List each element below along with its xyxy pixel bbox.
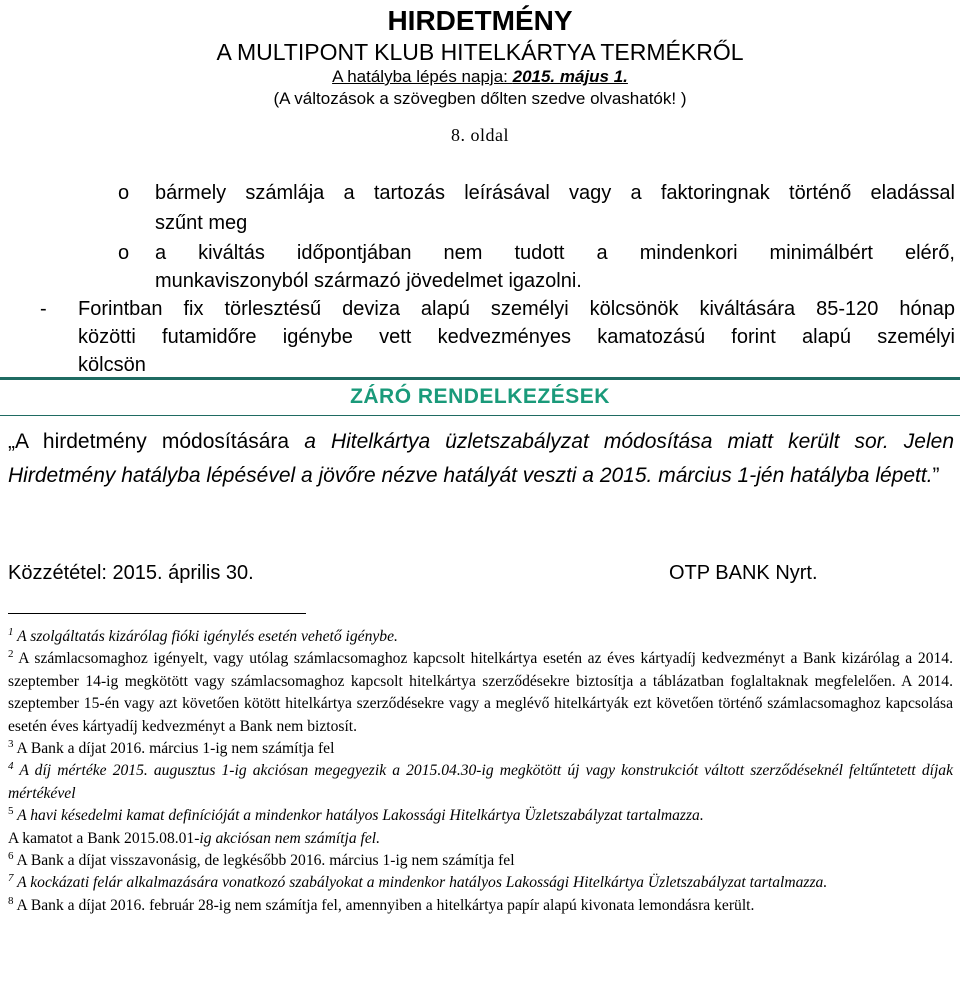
footnote-text: A Bank a díjat visszavonásig, de legkésőbb 2016. március 1-ig nem számítja fel xyxy=(13,852,515,870)
footnote-number: 6 xyxy=(8,849,14,862)
bank-name: OTP BANK Nyrt. xyxy=(669,562,818,584)
footnote-8 xyxy=(8,895,953,917)
publication-date: Közzététel: 2015. április 30. xyxy=(8,562,254,584)
footnote-text: A kockázati felár alkalmazására vonatkozó szabályokat a mindenkor hatályos Lakossági Hitelkártya Üzletszabályzat tartalmazza. xyxy=(13,874,828,892)
footnote-text: A kamatot a Bank 2015.08.01 xyxy=(8,829,195,847)
footnote-number: 7 xyxy=(8,872,14,885)
list-item-text: Forintban fix törlesztésű deviza alapú személyi kölcsönök kiváltására 85-120 hónap xyxy=(78,298,955,320)
footnote-number: 4 xyxy=(8,760,14,773)
document-title: HIRDETMÉNY xyxy=(387,5,573,36)
list-item-text: bármely számlája a tartozás leírásával vagy a faktoringnak történő eladással xyxy=(155,182,955,204)
closing-text-italic: a Hitelkártya üzletszabályzat módosítása miatt került sor. Jelen Hirdetmény hatályba lépésével a jövőre nézve hatályát veszti a 2015. március 1-jén hatályba lépett. xyxy=(8,430,955,487)
footnote-text: -ig akciósan nem számítja fel. xyxy=(194,829,381,847)
document-header xyxy=(0,0,960,146)
footnote-number: 5 xyxy=(8,805,14,818)
list-bullet: o xyxy=(118,242,130,264)
footnote-number: 8 xyxy=(8,894,14,907)
changes-note: (A változások a szövegben dőlten szedve olvashatók! ) xyxy=(273,89,687,108)
footnote-4 xyxy=(8,760,953,805)
list-item-text: szűnt meg xyxy=(155,212,248,234)
effective-date-label: A hatályba lépés napja: xyxy=(332,67,513,86)
closing-text-normal: „A hirdetmény módosítására xyxy=(8,430,305,453)
footnote-1 xyxy=(8,626,953,648)
section-divider xyxy=(0,377,960,380)
effective-date-value: 2015. május 1. xyxy=(512,67,628,86)
footnote-text: A Bank a díjat 2016. február 28-ig nem számítja fel, amennyiben a hitelkártya papír alapú kivonata lemondásra került. xyxy=(13,896,755,914)
footnotes xyxy=(8,626,953,917)
footnote-7 xyxy=(8,872,953,894)
page-number: 8. oldal xyxy=(451,125,509,145)
footnote-text: A szolgáltatás kizárólag fióki igénylés esetén vehető igénybe. xyxy=(13,628,398,645)
footnote-number: 1 xyxy=(8,625,14,638)
footnote-3 xyxy=(8,738,953,760)
document-subtitle: A MULTIPONT KLUB HITELKÁRTYA TERMÉKRŐL xyxy=(216,39,744,65)
footnote-text: A Bank a díjat 2016. március 1-ig nem számítja fel xyxy=(13,740,335,758)
list-item-text: a kiváltás időpontjában nem tudott a mindenkori minimálbért elérő, xyxy=(155,242,955,264)
section-divider xyxy=(0,415,960,416)
list-dash: - xyxy=(40,298,47,320)
list-bullet: o xyxy=(118,182,130,204)
footnote-6 xyxy=(8,850,953,872)
footnote-text: A díj mértéke 2015. augusztus 1-ig akciósan megegyezik a 2015.04.30-ig megkötött új vagy konstrukciót váltott szerződéseknél feltűntetett díjak mértékével xyxy=(8,762,953,802)
list-item-text: közötti futamidőre igénybe vett kedvezményes kamatozású forint alapú személyi xyxy=(78,326,955,348)
footnote-number: 2 xyxy=(8,648,14,661)
footnote-2 xyxy=(8,648,953,738)
footnote-text: A számlacsomaghoz igényelt, vagy utólag számlacsomaghoz kapcsolt hitelkártya esetén az éves kártyadíj kedvezményt a Bank kizárólag a 2014. szeptember 14-ig megkötött vagy számlacsomaghoz kapcsolt hitelkártya szerződésekre biztosítja a táblázatban foglaltaknak megfelelően. A 2014. szeptember 15-én vagy azt követően kötött hitelkártya szerződésekre vagy a meglévő hitelkártyák ezt követően történő számlacsomaghoz kapcsolása esetén éves kártyadíj kedvezményt a Bank nem biztosít. xyxy=(8,650,953,735)
closing-section-title: ZÁRÓ RENDELKEZÉSEK xyxy=(350,385,610,408)
footnote-number: 3 xyxy=(8,737,14,750)
closing-paragraph xyxy=(8,425,954,493)
footnote-separator xyxy=(8,613,306,614)
closing-quote-end: ” xyxy=(932,464,940,487)
effective-date-line xyxy=(0,66,960,88)
list-item-text: kölcsön xyxy=(78,354,146,376)
list-item-text: munkaviszonyból származó jövedelmet igazolni. xyxy=(155,270,582,292)
footnote-5 xyxy=(8,805,953,850)
footnote-text: A havi késedelmi kamat definícióját a mindenkor hatályos Lakossági Hitelkártya Üzletszabályzat tartalmazza. xyxy=(13,807,704,825)
